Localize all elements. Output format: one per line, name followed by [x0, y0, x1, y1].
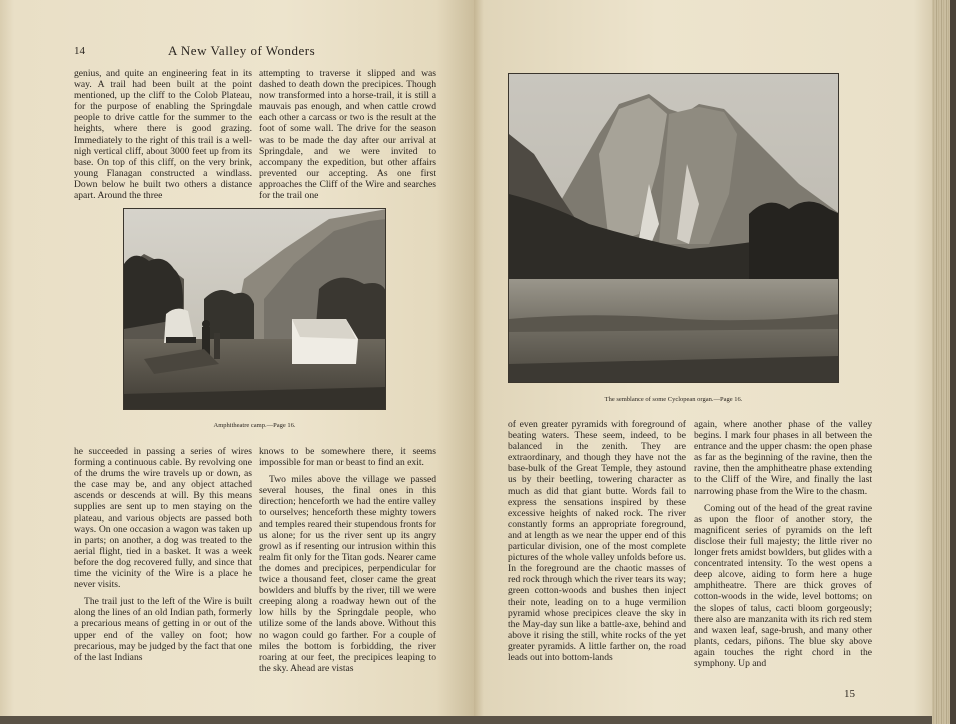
- running-head: A New Valley of Wonders: [168, 43, 316, 58]
- left-top-column-1: [74, 68, 252, 201]
- paragraph: of even greater pyramids with foreground of beating waters. These seem, indeed, to be balanced in the zenith. They are extraordinary, and though they have not the base-bulk of the Great Temple, they astound us by their beetling, towering character as much as did that giant butte. Words fail to express the sensations inspired by these excessive heights of naked rock. The river constantly forms an appropriate foreground, and at length as we near the upper end of this particular division, one of the most complete pictures of the whole valley unfolds before us. In the foreground are the chaotic masses of red rock through which the river tears its way; green cotton-woods and bushes then inject their note, leading on to a huge vermilion pyramid whose precipices cleave the sky in the May-day sun like a battle-axe, behind and above it rising the still, white rocks of the yet greater pyramids. A little farther on, the road leads out into bottom-lands: [508, 419, 686, 663]
- right-column-1: [508, 419, 686, 663]
- left-bottom-column-2: [259, 446, 436, 674]
- paragraph: again, where another phase of the valley begins. I mark four phases in all between the entrance and the upper chasm: the open phase as far as the beginning of the ravine, then the ravine, then the amphitheatre phase extending to the Cliff of the Wire, and finally the last narrowing phase from the Wire to the chasm.: [694, 419, 872, 497]
- left-page: [0, 0, 474, 716]
- paragraph: he succeeded in passing a series of wires forming a continuous cable. By revolving one of the drums the wire travels up or down, as the case may be, and any object attached ascends or descends at will. By this means supplies are sent up to men staying on the plateau, and various objects are passed both ways. On one occasion a wagon was taken up in parts; on another, a dog was treated to the aerial flight, tied in a basket. It was a week before the dog recovered fully, and since that time the vicinity of the Wire is a place he never visits.: [74, 446, 252, 591]
- cyclopean-organ-photo: [508, 73, 839, 383]
- amphitheatre-camp-photo: [123, 208, 386, 410]
- right-page: [474, 0, 932, 716]
- right-column-2: [694, 419, 872, 669]
- figure-caption-left: Amphitheatre camp.—Page 16.: [213, 422, 296, 429]
- page-number-left: 14: [74, 45, 85, 57]
- paragraph: genius, and quite an engineering feat in its way. A trail had been built at the point mentioned, up the cliff to the Colob Plateau, for the purpose of enabling the Springdale people to drive cattle for the summer to the heights, where there is good grazing. Immediately to the right of this trail is a well-nigh vertical cliff, about 3000 feet up from its base. On top of this cliff, on the very brink, young Flanagan constructed a windlass. Down below he built two others a distance apart. Around the three: [74, 68, 252, 202]
- paragraph: knows to be somewhere there, it seems impossible for man or beast to find an exit.: [259, 446, 436, 469]
- paragraph: Coming out of the head of the great ravine as upon the floor of another story, the magnificent series of pyramids on the left disclose their full majesty; the little river no longer frets amidst bowlders, but glides with a concentrated intensity. To the west opens a deep alcove, aiding to form here a huge amphitheatre. There are thick groves of cotton-woods in the wide, level bottoms; on the slopes of talus, cacti bloom gorgeously; there also are manzanita with its rich red stem and waxen leaf, sage-brush, and many other plants, cedars, piñons. The blue sky above again touches the right chord in the symphony. Up and: [694, 502, 872, 669]
- figure-caption-right: The semblance of some Cyclopean organ.—Page 16.: [604, 396, 743, 403]
- left-top-column-2: [259, 68, 436, 201]
- page-number-right: 15: [844, 688, 855, 700]
- paragraph: attempting to traverse it slipped and was dashed to death down the precipices. Though now transformed into a horse-trail, it is still a mauvais pas enough, and when cattle crowd each other a carcass or two is the result at the foot of some wall. The drive for the season was to be made the day after our arrival at Springdale, and we were invited to accompany the expedition, but other affairs prevented our accepting. As one first approaches the Cliff of the Wire and searches for the trail one: [259, 68, 436, 202]
- left-bottom-column-1: [74, 446, 252, 663]
- page-edges: [932, 0, 956, 724]
- paragraph: The trail just to the left of the Wire is built along the lines of an old Indian path, formerly a precarious means of getting in or out of the upper end of the valley on foot; how precarious, may be judged by the fact that one of the last Indians: [74, 596, 252, 663]
- book-bottom-edge: [0, 716, 932, 724]
- paragraph: Two miles above the village we passed several houses, the final ones in this direction; henceforth we had the entire valley to ourselves; henceforth these mighty towers and temples reared their stupendous fronts for us alone; for us the river sent up its angry growl as if resenting our intrusion within this realm fit only for the Titan gods. Nearer came the domes and precipices, perpendicular for twice a thousand feet, closer came the great bowlders and bluffs by the river, till we were creeping along a roadway hewn out of the low hills by the Springdale people, who utilize some of the lands above. Without this no wagon could go farther. For a couple of miles the bottom is forbidding, the river roaring at our feet, the precipices leaping to the sky. Ahead are vistas: [259, 474, 436, 674]
